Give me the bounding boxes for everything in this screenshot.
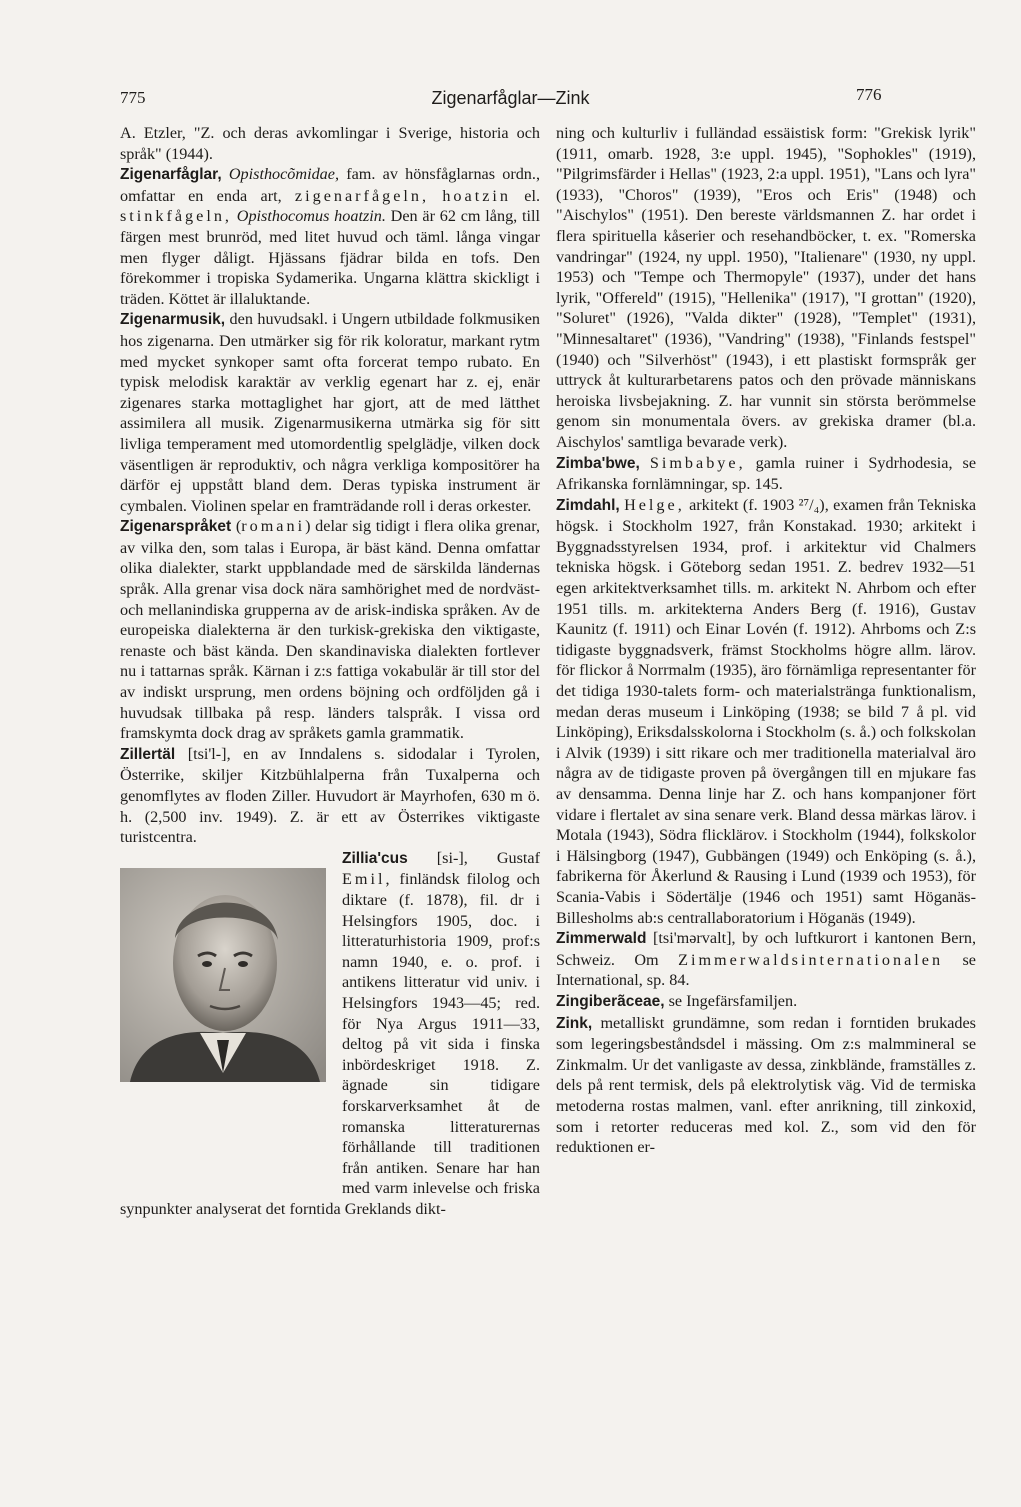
page-header (0, 85, 1021, 114)
headword: Zillertäl (120, 745, 176, 763)
entry-zigenarfaglar (120, 164, 540, 309)
right-column (556, 123, 976, 1158)
latin-name: Opisthocomus hoatzin. (236, 207, 386, 226)
portrait-photo (120, 868, 326, 1082)
headword: Zigenarfåglar, (120, 166, 222, 184)
spaced-term: stinkfågeln, (120, 207, 232, 226)
latin-name: Opisthocõmidae, (228, 165, 340, 184)
entry-continuation: ning och kulturliv i fulländad essäistisk form: "Grekisk lyrik" (1911, omarb. 1928, 3:e uppl. 1945), "Sophokles" (1919), "Pilgrimsfärder i Hellas" (1923, 2:a uppl. 1951), "Lans och lyra" (1933), "Choros" (1939), "Eros och Eris" (1948) och "Aischylos" (1951). Den bereste världsmannen Z. har ordet i flera spirituella kåserier och resehandböcker, t. ex. "Romerska vandringar" (1924, ny uppl. 1950), "Italienare" (1930, ny uppl. 1953) och "Tempe och Thermopyle" (1937), under det hans lyrik, "Offereld" (1915), "Hellenika" (1917), "I grottan" (1920), "Soluret" (1926), "Valda dikter" (1928), "Templet" (1931), "Minnesaltaret" (1936), "Vandring" (1938), "Finlands festspel" (1940) och "Silverhöst" (1943), i ett plastiskt formspråk ger uttryck åt kulturarbetarens patos och den prövade människans heroiska livsbejakning. Z. har vunnit sin största berömmelse genom sin monumentala övers. av grekiska dramer (bl.a. Aischylos' samtliga bevarade verk). (556, 124, 976, 451)
spaced-term: zigenarfågeln, (294, 186, 430, 205)
entry-text: se Ingefärsfamiljen. (664, 991, 798, 1010)
left-column (120, 123, 540, 1219)
spaced-term: romani (241, 517, 306, 536)
spaced-term: Helge, (624, 495, 685, 514)
headword: Zigenarspråket (120, 518, 232, 536)
headword: Zigenarmusik, (120, 311, 226, 329)
entry-zigenarspraket (120, 516, 540, 744)
entry-zilliacus (120, 848, 540, 1220)
headword: Zillia'cus (342, 849, 408, 867)
running-title: Zigenarfåglar—Zink (431, 88, 590, 108)
spaced-term: Zimmerwaldsinternationalen (678, 950, 944, 969)
entry-continuation: A. Etzler, "Z. och deras avkomlingar i Sverige, historia och språk" (1944). (120, 124, 540, 163)
entry-text: metalliskt grundämne, som redan i forntiden brukades som legeringsbeståndsdel i mässing. Om z:s malmmineral se Zinkmalm. Ur det vanligaste av dessa, zinkblände, framställes z. dels på rent termisk, dels på elektrolytisk väg. Vid de termiska metoderna rostas malmen, vanl. efter anrikning, till zinkoxid, som i retorter reduceras med kol. Z., som vid den för reduktionen er- (556, 1013, 976, 1157)
entry-text: fam. av hönsfåglarnas ordn., omfattar en enda art, (120, 165, 540, 205)
entry-text: ) delar sig tidigt i flera olika grenar, av vilka den, som talas i Europa, är bäst känd. Denna omfattar olika dialekter, starkt uppblandade med de särskilda ländernas språk. Alla grenar visa dock nära samhörighet med de nordväst- och mellanindiska grupperna av de arisk-indiska språken. Av de europeiska dialekterna är den turkisk-grekiska den viktigaste, renaste och bäst kända. Den skandinaviska dialekten fortlever nu i tattarnas språk. Kärnan i z:s fattiga vokabulär är till stor del av indiskt ursprung, men ordens böjning och ordföljden gå i huvudsak tillbaka på resp. länders talspråk. I vissa ord framskymta dock drag av språkets gamla grammatik. (120, 517, 541, 743)
headword: Zimba'bwe, (556, 454, 640, 472)
portrait-float (120, 852, 330, 1182)
spaced-term: hoatzin (442, 186, 511, 205)
entry-text: ( (231, 517, 242, 536)
headword: Zimdahl, (556, 496, 620, 514)
entry-text: den huvudsakl. i Ungern utbildade folkmusiken hos zigenarna. Den utmärker sig för rik koloratur, markant rytm med mycket synkoper samt ofta forcerat tempo rubato. En typisk melodisk karaktär av verklig egenart har z. ej, enär zigenares starka mottaglighet har gjort, att de med lätthet assimilera all musik. Zigenarmusikerna utmärka sig för sitt livliga temperament med utomordentlig spelglädje, vilken dock väsentligen är reproduktiv, och några verkliga kompositörer ha därför ej uppstått bland dem. Deras typiska instrument är cymbalen. Violinen spelar en framträdande roll i deras orkester. (120, 310, 540, 515)
entry-zigenarmusik (120, 309, 540, 516)
entry-zillertal (120, 744, 540, 848)
entry-text: finländsk filolog och diktare (f. 1878), fil. dr i Helsingfors 1905, doc. i litteraturhistoria 1909, prof:s namn 1940, e. o. prof. i antikens litteratur vid univ. i Helsingfors 1943—45; red. för Nya Argus 1911—33, deltog på vit sida i finska inbördeskriget 1918. Z. ägnade sin tidigare forskarverksamhet åt de romanska litteraturernas förhållande till traditionen från antiken. Senare har han med varm inlevelse och friska synpunkter analyserat det forntida Greklands dikt- (120, 870, 540, 1218)
entry-text: gamla ruiner i Sydrhodesia, se Afrikanska fornlämningar, sp. 145. (556, 453, 977, 494)
page-number-left: 775 (120, 88, 146, 107)
entry-text: [tsi'mərvalt], by och luftkurort i kantonen Bern, Schweiz. Om (556, 929, 976, 969)
page-number-right: 776 (856, 85, 882, 104)
entry-text: [tsi'l-], en av Inndalens s. sidodalar i Tyrolen, Österrike, skiljer Kitzbühlalperna från Tuxalperna och genomflytes av floden Ziller. Huvudort är Mayrhofen, 630 m ö. h. (2,500 inv. 1949). Z. är ett av Österrikes viktigaste turistcentra. (120, 744, 540, 847)
entry-text: [si-], Gustaf (407, 848, 540, 867)
entry-zimdahl (556, 495, 976, 928)
entry-text: el. (510, 186, 540, 205)
entry-text: Den är 62 cm lång, till färgen mest brunröd, med litet huvud och täml. långa vingar men flyger dåligt. Hjässans fjädrar bilda en tofs. Den förekommer i tropiska Sydamerika. Ungarna klättra skickligt i träden. Köttet är illaluktande. (120, 207, 540, 308)
spaced-term: Simbabye, (649, 453, 746, 472)
spaced-term: Emil, (342, 870, 393, 889)
entry-text: se International, sp. 84. (556, 950, 976, 990)
entry-text: arkitekt (f. 1903 ²⁷/₄), examen från Tekniska högsk. i Stockholm 1927, från Konstakad. 1930; arkitekt i Byggnadsstyrelsen 1934, prof. i arkitektur vid Chalmers tekniska högsk. i Göteborg sedan 1951. Z. bedrev 1932—51 egen arkitektverksamhet tills. m. arkitekt N. Ahrbom och efter 1951 tills. m. arkitekterna Anders Berg (f. 1916), Gustav Kaunitz (f. 1911) och Einar Lovén (f. 1912). Ahrboms och Z:s tidigaste byggnadsverk, främst Stockholms högre allm. lärov. för flickor å Norrmalm (1935), äro förnämliga representanter för det tidiga 1930-talets form- och materialstränga funktionalism, medan deras museum i Linköping (1938; se bild 7 å pl. vid Linköping), Eriksdalsskolorna i Stockholm (s. å.) och folkskolan i Alvik (1939) i sitt rikare och mer traditionella materialval äro några av de tidigaste proven på övergången till en mjukare fas av densamma. Denna linje har Z. och hans kompanjoner fört vidare i flertalet av sina senare verk. Bland dessa märkas lärov. i Motala (1943), Södra flicklärov. i Stockholm (1944), folkskolor i Hälsingborg (1947), Gubbängen (1949) och Enköping (s. å.), fabrikerna för Åkerlund & Rausing i Lund (1939 och 1953), för Scania-Vabis i Södertälje (1946 och 1951) samt Höganäs-Billesholms ab:s centrallaboratorium i Höganäs (1949). (556, 495, 977, 927)
entry-zink (556, 1013, 976, 1158)
entry-zimmerwald (556, 928, 976, 991)
headword: Zimmerwald (556, 930, 647, 948)
headword: Zingiberãceae, (556, 992, 665, 1010)
headword: Zink, (556, 1014, 593, 1032)
entry-zingiberaceae (556, 991, 976, 1013)
entry-zimbabwe (556, 453, 976, 495)
